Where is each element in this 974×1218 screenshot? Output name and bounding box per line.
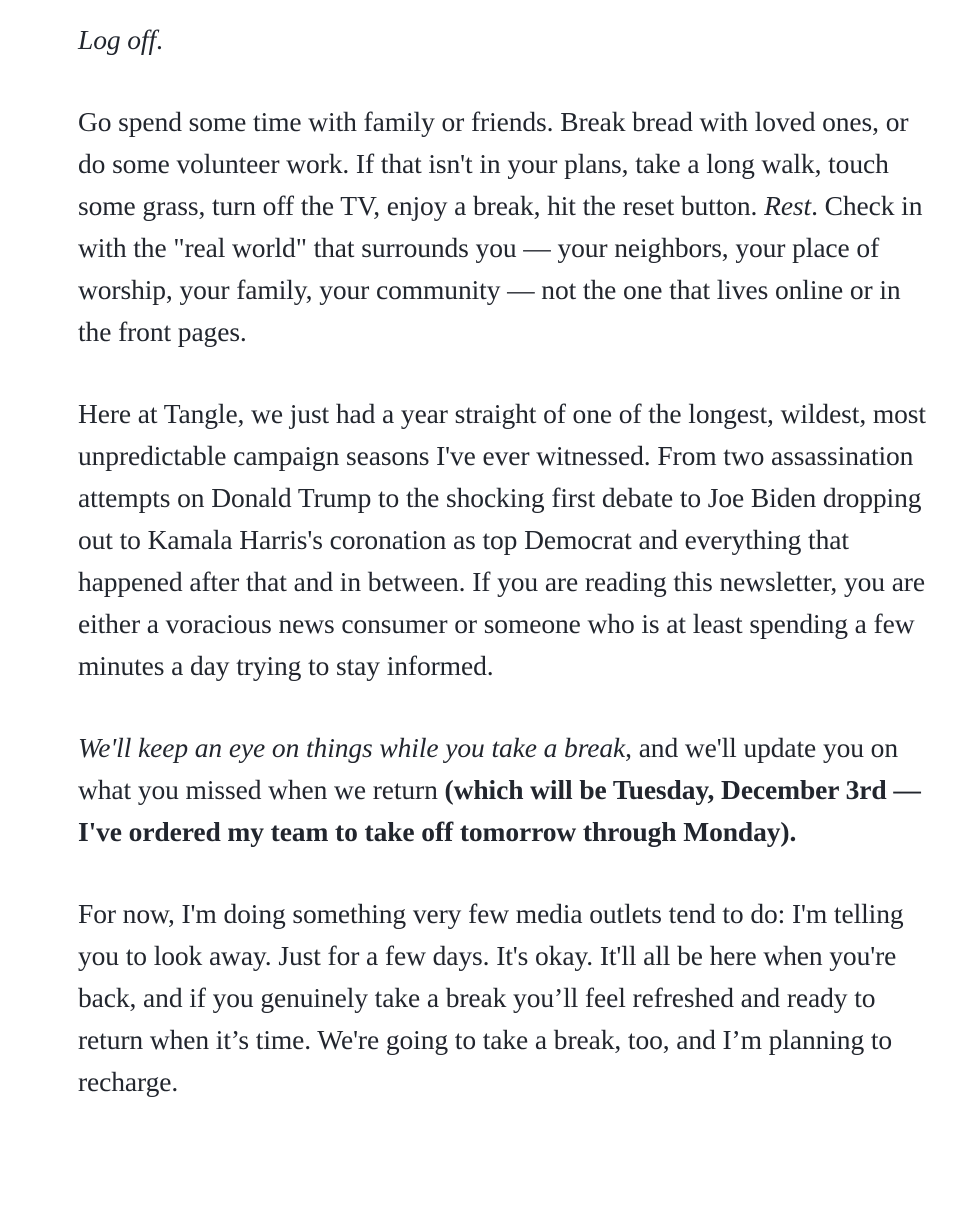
paragraph-log-off xyxy=(78,19,938,61)
campaign-season-text: Here at Tangle, we just had a year straight of one of the longest, wildest, most unpredictable campaign seasons I've ever witnessed. From two assassination attempts on Donald Trump to the shocking first debate to Joe Biden dropping out to Kamala Harris's coronation as top Democrat and everything that happened after that and in between. If you are reading this newsletter, you are either a voracious news consumer or someone who is at least spending a few minutes a day trying to stay informed. xyxy=(78,398,926,681)
paragraph-keep-an-eye xyxy=(78,727,938,853)
paragraph-spend-time xyxy=(78,101,938,353)
spend-time-text-continued: . Check in with the "real world" that surrounds you — your neighbors, your place of worship, your family, your community — not the one that lives online or in the front pages. xyxy=(78,190,923,347)
rest-emphasis: Rest xyxy=(764,190,812,221)
spend-time-text: Go spend some time with family or friends. Break bread with loved ones, or do some volunteer work. If that isn't in your plans, take a long walk, touch some grass, turn off the TV, enjoy a break, hit the reset button. xyxy=(78,106,909,221)
return-date-bold: (which will be Tuesday, December 3rd — I've ordered my team to take off tomorrow through Monday). xyxy=(78,774,921,847)
look-away-text: For now, I'm doing something very few media outlets tend to do: I'm telling you to look away. Just for a few days. It's okay. It'll all be here when you're back, and if you genuinely take a break you’ll feel refreshed and ready to return when it’s time. We're going to take a break, too, and I’m planning to recharge. xyxy=(78,898,904,1097)
log-off-emphasis: Log off xyxy=(78,24,157,55)
log-off-period: . xyxy=(156,24,163,55)
article-body xyxy=(78,19,938,1103)
paragraph-campaign-season xyxy=(78,393,938,687)
paragraph-look-away xyxy=(78,893,938,1103)
keep-an-eye-text: , and we'll update you on what you missed when we return xyxy=(78,732,898,805)
keep-an-eye-emphasis: We'll keep an eye on things while you take a break xyxy=(78,732,626,763)
